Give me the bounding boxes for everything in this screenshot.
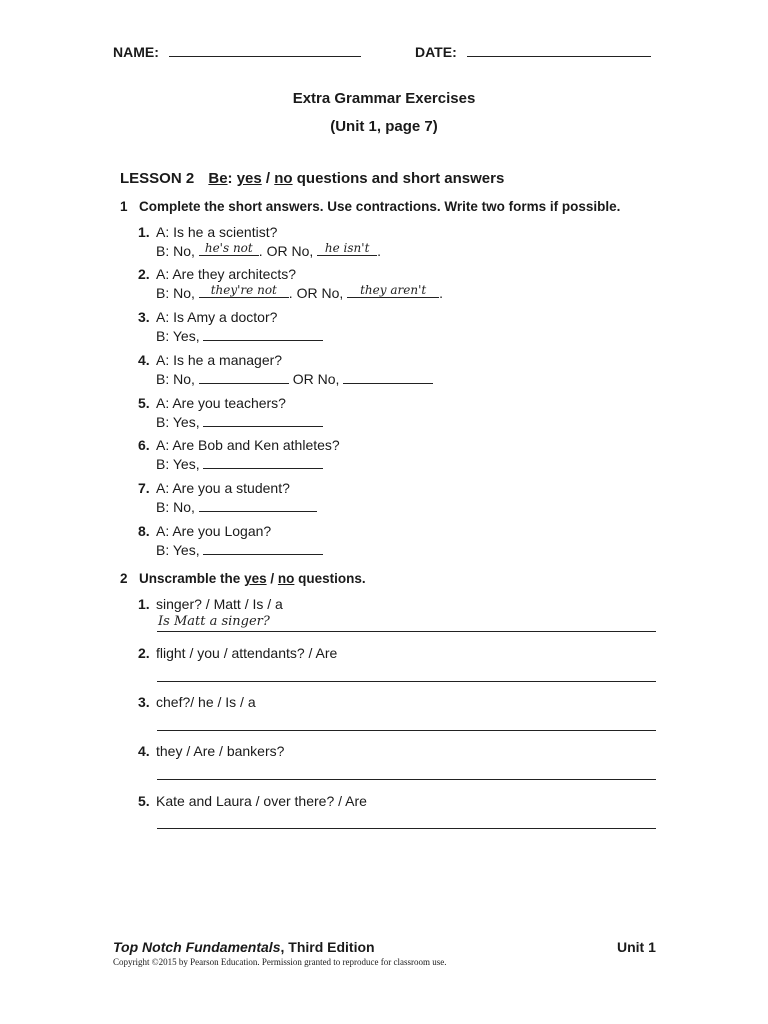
book-title: Top Notch Fundamentals (113, 939, 281, 955)
ex2-item-1 (138, 595, 283, 613)
exercise2-no: no (277, 571, 295, 586)
answer-blank[interactable] (203, 326, 323, 341)
page-title: Extra Grammar Exercises (292, 90, 476, 107)
ex1-item-5 (138, 394, 323, 431)
item-b-prefix: B: Yes, (156, 328, 200, 344)
name-blank[interactable] (169, 56, 361, 57)
handwritten-answer: he's not (204, 241, 253, 255)
answer-blank-1[interactable] (199, 283, 289, 298)
item-number: 2. (138, 645, 150, 661)
item-number: 3. (138, 309, 150, 325)
item-number: 2. (138, 266, 150, 282)
item-b-prefix: B: No, (156, 243, 195, 259)
exercise2-instruction (120, 571, 366, 586)
date-field (415, 44, 651, 60)
item-end: . (377, 243, 382, 259)
lesson-no: no (274, 170, 293, 187)
lesson-heading (120, 170, 504, 187)
book-edition: , Third Edition (280, 939, 375, 955)
ex2-item-4 (138, 742, 284, 760)
ex1-item-8 (138, 522, 323, 559)
exercise1-text: Complete the short answers. Use contractions. Write two forms if possible. (139, 199, 621, 214)
answer-blank-1[interactable] (199, 241, 259, 256)
exercise2-text-post: questions. (298, 571, 366, 586)
lesson-colon: : (227, 170, 233, 187)
item-or: OR No, (292, 371, 340, 387)
item-number: 7. (138, 480, 150, 496)
lesson-rest: questions and short answers (296, 170, 505, 187)
footer-book (113, 939, 375, 955)
lesson-slash: / (265, 170, 271, 187)
exercise2-number: 2 (120, 571, 128, 586)
lesson-label: LESSON 2 (120, 170, 195, 187)
name-label: NAME: (113, 44, 159, 60)
item-or: . OR No, (258, 243, 314, 259)
answer-line[interactable] (157, 631, 656, 632)
ex1-item-1 (138, 223, 381, 260)
ex2-item-3 (138, 693, 256, 711)
handwritten-answer: they aren't (360, 283, 427, 297)
ex1-item-2 (138, 265, 443, 302)
item-number: 5. (138, 793, 150, 809)
item-number: 3. (138, 694, 150, 710)
answer-blank[interactable] (203, 454, 323, 469)
lesson-yes: yes (236, 170, 262, 187)
exercise1-number: 1 (120, 199, 128, 214)
item-words: chef?/ he / Is / a (156, 694, 256, 710)
footer-unit: Unit 1 (617, 939, 656, 955)
exercise2-yes: yes (244, 571, 267, 586)
item-question: A: Are you Logan? (156, 523, 272, 539)
date-label: DATE: (415, 44, 457, 60)
lesson-be: Be (208, 170, 228, 187)
item-question: A: Are you a student? (156, 480, 290, 496)
item-question: A: Is he a scientist? (156, 224, 278, 240)
answer-blank-1[interactable] (199, 369, 289, 384)
item-question: A: Is Amy a doctor? (156, 309, 278, 325)
handwritten-answer: he isn't (324, 241, 370, 255)
answer-blank-2[interactable] (347, 283, 439, 298)
item-number: 6. (138, 437, 150, 453)
exercise2-text-pre: Unscramble the (139, 571, 241, 586)
ex1-item-4 (138, 351, 433, 388)
answer-blank[interactable] (203, 412, 323, 427)
item-b-prefix: B: Yes, (156, 542, 200, 558)
answer-blank-2[interactable] (317, 241, 377, 256)
answer-blank[interactable] (199, 497, 317, 512)
handwritten-answer: they're not (210, 283, 277, 297)
date-blank[interactable] (467, 56, 651, 57)
item-b-prefix: B: Yes, (156, 414, 200, 430)
item-b-prefix: B: No, (156, 285, 195, 301)
item-question: A: Is he a manager? (156, 352, 283, 368)
item-or: . OR No, (288, 285, 344, 301)
item-number: 8. (138, 523, 150, 539)
item-b-prefix: B: No, (156, 371, 195, 387)
answer-line[interactable] (157, 779, 656, 780)
answer-blank-2[interactable] (343, 369, 433, 384)
item-words: they / Are / bankers? (156, 743, 285, 759)
item-number: 1. (138, 224, 150, 240)
item-number: 4. (138, 743, 150, 759)
exercise1-instruction (120, 199, 620, 214)
item-words: singer? / Matt / Is / a (156, 596, 283, 612)
item-question: A: Are Bob and Ken athletes? (156, 437, 340, 453)
page-subtitle: (Unit 1, page 7) (330, 118, 438, 135)
item-question: A: Are you teachers? (156, 395, 286, 411)
ex1-item-3 (138, 308, 323, 345)
ex1-item-6 (138, 436, 340, 473)
item-words: flight / you / attendants? / Are (156, 645, 338, 661)
item-b-prefix: B: Yes, (156, 456, 200, 472)
footer-copyright: Copyright ©2015 by Pearson Education. Permission granted to reproduce for classroom use. (113, 957, 447, 967)
ex1-item-7 (138, 479, 317, 516)
answer-line[interactable] (157, 730, 656, 731)
item-number: 1. (138, 596, 150, 612)
ex2-item-2 (138, 644, 337, 662)
item-question: A: Are they architects? (156, 266, 297, 282)
item-words: Kate and Laura / over there? / Are (156, 793, 367, 809)
item-b-prefix: B: No, (156, 499, 195, 515)
name-field (113, 44, 361, 60)
ex2-item-5 (138, 792, 367, 810)
answer-blank[interactable] (203, 540, 323, 555)
handwritten-answer: Is Matt a singer? (158, 614, 270, 629)
exercise2-slash: / (270, 571, 275, 586)
answer-line[interactable] (157, 828, 656, 829)
item-end: . (439, 285, 444, 301)
item-number: 5. (138, 395, 150, 411)
answer-line[interactable] (157, 681, 656, 682)
item-number: 4. (138, 352, 150, 368)
